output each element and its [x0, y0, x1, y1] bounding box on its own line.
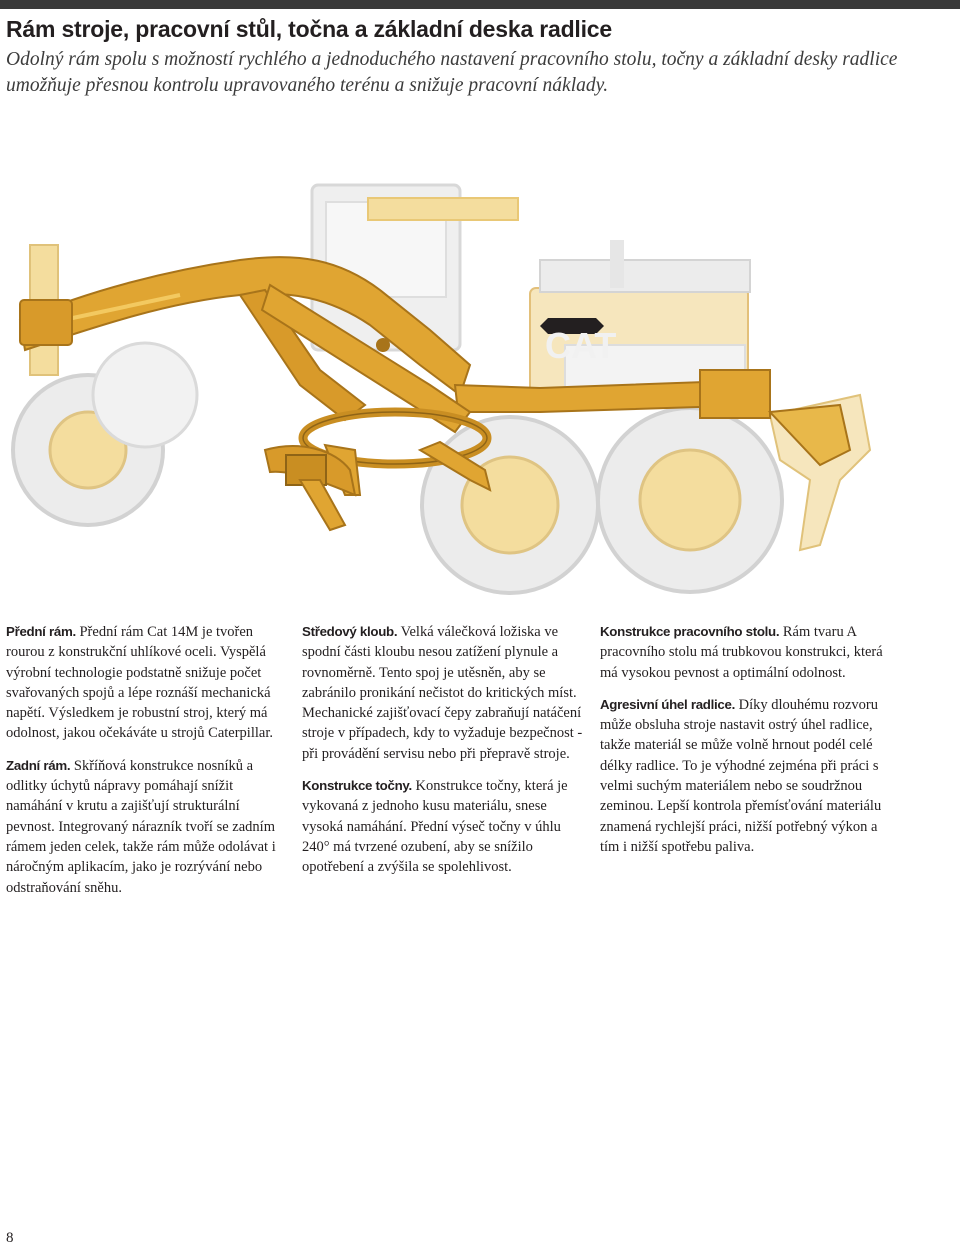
text-center-joint: Velká válečková ložiska ve spodní části kloubu nesou zatížení plynule a rovnoměrně. Tento spoj je utěsněn, aby se zabránilo pronikání nečistot do kritických míst. Mechanické zajišťovací čepy zabraňují natáčení stroje v případech, kdy to vyžaduje bezpečnost - při provádění servisu nebo při přepravě stroje.: [302, 624, 583, 762]
heading-drawbar-design: Konstrukce pracovního stolu.: [600, 624, 780, 639]
cat-logo: [540, 318, 616, 366]
paragraph-blade-angle: [600, 695, 885, 857]
heading-blade-angle: Agresivní úhel radlice.: [600, 696, 735, 712]
text-column-1: [6, 622, 291, 910]
heading-rear-frame: Zadní rám.: [6, 757, 71, 773]
page-subtitle: Odolný rám spolu s možností rychlého a jednoduchého nastavení pracovního stolu, točny a základní desky radlice umožňuje přesnou kontrolu upravovaného terénu a snižuje pracovní náklady.: [6, 49, 898, 96]
paragraph-center-joint: [302, 622, 587, 764]
text-drawbar-design: Rám tvaru A pracovního stolu má trubkovou konstrukci, která má vysokou pevnost a optimální odolnost.: [600, 624, 883, 681]
heading-circle-design: Konstrukce točny.: [302, 778, 412, 794]
text-rear-frame: Skříňová konstrukce nosníků a odlitky úchytů nápravy pomáhají snížit namáhání v krutu a zajišťují strukturální pevnost. Integrovaný nárazník tvoří se zadním rámem jeden celek, takže rám může odolávat i náročným aplikacím, jako je rozrývání nebo odstraňování sněhu.: [6, 757, 276, 896]
cat-logo-text: CAT: [545, 325, 617, 366]
text-column-3: [600, 622, 885, 869]
page-number: 8: [6, 1230, 14, 1246]
text-front-frame: Přední rám Cat 14M je tvořen rourou z konstrukční uhlíkové oceli. Vyspělá výrobní technologie podstatně snižuje počet svařovaných spojů a lépe roznáší mechanická napětí. Výsledkem je robustní stroj, který má odolnost, jakou očekáváte u strojů Caterpillar.: [6, 624, 273, 742]
motor-grader-frame-illustration: [0, 150, 872, 610]
paragraph-rear-frame: [6, 756, 291, 898]
heading-center-joint: Středový kloub.: [302, 624, 398, 639]
text-circle-design: Konstrukce točny, která je vykovaná z jednoho kusu materiálu, snese vysoká namáhání. Přední výseč točny v úhlu 240° má tvrzené ozubení, aby se snížilo opotřebení a zvýšila se spolehlivost.: [302, 778, 568, 876]
text-blade-angle: Díky dlouhému rozvoru může obsluha stroje nastavit ostrý úhel radlice, takže materiál se může volně hrnout podél celé délky radlice. To je výhodné zejména při práci s velmi suchým materiálem nebo se soudržnou zeminou. Lepší kontrola přemísťování materiálu znamená rychlejší práci, nižší potřebný výkon a tím i nižší spotřebu paliva.: [600, 696, 882, 855]
text-column-2: [302, 622, 587, 890]
page-title: Rám stroje, pracovní stůl, točna a základní deska radlice: [6, 16, 612, 42]
paragraph-drawbar-design: [600, 622, 885, 683]
top-rule: [0, 0, 960, 9]
heading-front-frame: Přední rám.: [6, 624, 76, 639]
paragraph-front-frame: [6, 622, 291, 744]
paragraph-circle-design: [302, 776, 587, 877]
